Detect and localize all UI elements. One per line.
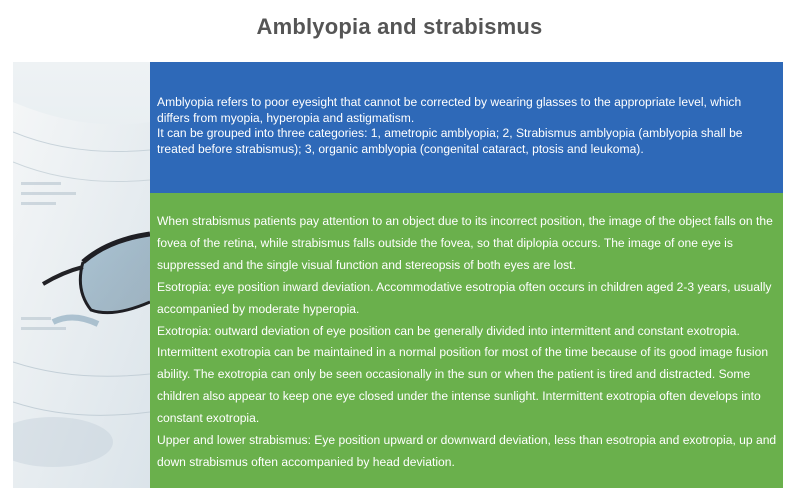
strabismus-paragraph: When strabismus patients pay attention to an object due to its incorrect position, the image of the object falls on the fovea of the retina, while strabismus falls outside the fovea, so that diplopia occurs. The image of one eye is suppressed and the single visual function and stereopsis of both eyes are lost. (157, 214, 773, 272)
esotropia-paragraph: Esotropia: eye position inward deviation. Accommodative esotropia often occurs in children aged 2-3 years, usually accompanied by moderate hyperopia. (157, 279, 772, 316)
amblyopia-text (157, 95, 777, 157)
exotropia-paragraph: Exotropia: outward deviation of eye position can be generally divided into intermittent and constant exotropia. Intermittent exotropia can be maintained in a normal position for most of the time because of its good image fusion ability. The exotropia can only be seen occasionally in the sun or when the patient is tired and distracted. Some children also appear to keep one eye closed under the intense sunlight. Intermittent exotropia often develops into constant exotropia. (157, 323, 769, 426)
amblyopia-paragraph: Amblyopia refers to poor eyesight that cannot be corrected by wearing glasses to the appropriate level, which differs from myopia, hyperopia and astigmatism. (157, 95, 742, 125)
vertical-strabismus-paragraph: Upper and lower strabismus: Eye position upward or downward deviation, less than esotropia and exotropia, up and down strabismus often accompanied by head deviation. (157, 433, 777, 469)
strabismus-panel (150, 193, 783, 488)
eyeglasses-photo (13, 62, 150, 488)
amblyopia-paragraph: It can be grouped into three categories: 1, ametropic amblyopia; 2, Strabismus amblyopia (amblyopia shall be treated before strabismus); 3, organic amblyopia (congenital cataract, ptosis and leukoma). (157, 126, 743, 156)
amblyopia-panel (150, 62, 783, 193)
strabismus-text (157, 211, 779, 474)
page-title: Amblyopia and strabismus (256, 14, 543, 39)
